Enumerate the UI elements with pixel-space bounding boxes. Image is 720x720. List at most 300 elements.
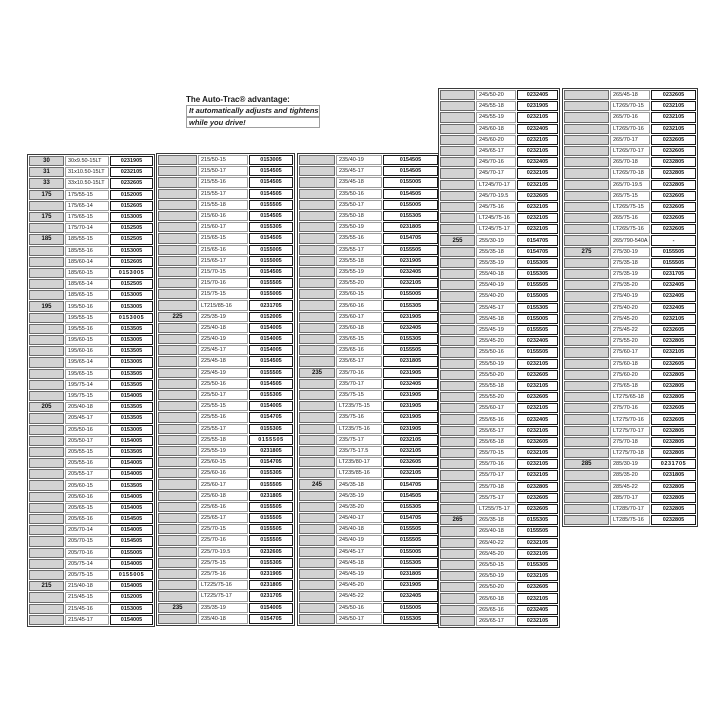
table-row xyxy=(29,492,153,502)
part-number-cell: 0232405 xyxy=(651,291,696,301)
part-number-cell: 0154505 xyxy=(110,536,153,546)
fitment-table-5 xyxy=(562,88,698,527)
part-number-cell: 0154705 xyxy=(383,233,438,243)
tire-size-cell: 265/40-22 xyxy=(476,538,516,548)
tire-size-cell: 205/65-16 xyxy=(65,514,109,524)
table-row xyxy=(29,156,153,166)
tire-size-cell: 255/65-18 xyxy=(476,437,516,447)
tire-size-cell: 30x9.50-15LT xyxy=(65,156,109,166)
tire-size-cell: 225/50-17 xyxy=(198,390,248,400)
table-row xyxy=(29,480,153,490)
tire-size-cell: 255/65-17 xyxy=(476,426,516,436)
table-row xyxy=(158,491,293,501)
table-row xyxy=(440,146,558,156)
tire-group-cell xyxy=(440,202,475,212)
tire-group-cell xyxy=(564,146,609,156)
table-row xyxy=(158,524,293,534)
part-number-cell: 0153005 xyxy=(110,335,153,345)
part-number-cell: 0155305 xyxy=(249,468,293,478)
table-row xyxy=(158,334,293,344)
part-number-cell: 0154505 xyxy=(110,514,153,524)
tire-size-cell: 215/60-16 xyxy=(198,211,248,221)
part-number-cell: 0231705 xyxy=(249,591,293,601)
part-number-cell: 0232105 xyxy=(383,468,438,478)
table-row xyxy=(299,435,438,445)
tire-group-cell xyxy=(440,370,475,380)
part-number-cell: 0232105 xyxy=(517,180,558,190)
table-row xyxy=(158,513,293,523)
tire-size-cell: LT265/75-16 xyxy=(610,224,650,234)
part-number-cell: 0153005 xyxy=(110,313,153,323)
table-row xyxy=(564,124,696,134)
tire-group-cell xyxy=(29,592,64,602)
tire-size-cell: 235/75-16 xyxy=(336,412,382,422)
tire-group-cell xyxy=(299,177,335,187)
part-number-cell: 0153005 xyxy=(110,301,153,311)
tire-group-cell xyxy=(440,112,475,122)
part-number-cell: 0152605 xyxy=(110,257,153,267)
tire-size-cell: LT265/70-17 xyxy=(610,146,650,156)
part-number-cell: 0232105 xyxy=(517,448,558,458)
tire-size-cell: 255/30-19 xyxy=(476,235,516,245)
tire-size-cell: 225/75-15 xyxy=(198,558,248,568)
tire-size-cell: 265/70-16 xyxy=(610,112,650,122)
part-number-cell: 0231905 xyxy=(110,156,153,166)
tire-group-cell xyxy=(29,436,64,446)
table-row xyxy=(29,559,153,569)
tire-size-cell: 235/35-19 xyxy=(198,603,248,613)
part-number-cell: 0154005 xyxy=(110,581,153,591)
tire-group-cell xyxy=(299,401,335,411)
part-number-cell: 0231905 xyxy=(383,390,438,400)
tire-size-cell: 245/60-20 xyxy=(476,135,516,145)
table-row xyxy=(564,470,696,480)
part-number-cell: 0232805 xyxy=(651,448,696,458)
table-row xyxy=(440,359,558,369)
tire-group-cell xyxy=(564,414,609,424)
tire-group-cell: 285 xyxy=(564,459,609,469)
tire-group-cell: 30 xyxy=(29,156,64,166)
table-row xyxy=(564,437,696,447)
tire-size-cell: 195/60-16 xyxy=(65,346,109,356)
part-number-cell: 0232105 xyxy=(651,347,696,357)
tire-group-cell xyxy=(158,580,197,590)
tire-size-cell: 225/40-19 xyxy=(198,334,248,344)
tire-group-cell xyxy=(29,458,64,468)
table-row xyxy=(158,189,293,199)
table-row xyxy=(158,547,293,557)
part-number-cell: 0231905 xyxy=(383,424,438,434)
table-row xyxy=(440,616,558,626)
table-row xyxy=(158,267,293,277)
part-number-cell: 0152505 xyxy=(110,279,153,289)
tire-group-cell xyxy=(440,504,475,514)
tire-size-cell: 245/50-17 xyxy=(336,614,382,624)
part-number-cell: - xyxy=(651,235,696,245)
tire-group-cell xyxy=(564,90,609,100)
tire-size-cell: 235/50-19 xyxy=(336,222,382,232)
table-row xyxy=(299,603,438,613)
table-row xyxy=(158,603,293,613)
part-number-cell: 0231905 xyxy=(383,401,438,411)
part-number-cell: 0232105 xyxy=(517,470,558,480)
part-number-cell: 0232605 xyxy=(651,146,696,156)
table-row xyxy=(158,424,293,434)
table-row xyxy=(564,459,696,469)
table-row xyxy=(440,135,558,145)
part-number-cell: 0155505 xyxy=(383,535,438,545)
tire-size-cell: 225/50-16 xyxy=(198,379,248,389)
table-row xyxy=(564,135,696,145)
table-row xyxy=(440,515,558,525)
tire-size-cell: 215/65-16 xyxy=(198,245,248,255)
tire-size-cell: 225/70-16 xyxy=(198,535,248,545)
tire-group-cell xyxy=(440,582,475,592)
tire-group-cell xyxy=(158,435,197,445)
tire-group-cell xyxy=(158,535,197,545)
tire-size-cell: 225/55-16 xyxy=(198,412,248,422)
part-number-cell: 0155005 xyxy=(249,256,293,266)
table-row xyxy=(564,370,696,380)
tire-group-cell xyxy=(158,379,197,389)
tire-size-cell: 225/60-16 xyxy=(198,468,248,478)
tire-size-cell: 205/70-15 xyxy=(65,536,109,546)
tire-size-cell: 235/60-15 xyxy=(336,289,382,299)
part-number-cell: 0154005 xyxy=(110,559,153,569)
table-row xyxy=(440,470,558,480)
tire-group-cell xyxy=(158,323,197,333)
part-number-cell: 0154505 xyxy=(249,177,293,187)
tire-group-cell: 175 xyxy=(29,190,64,200)
tire-size-cell: 265/70-18 xyxy=(610,157,650,167)
table-row xyxy=(299,323,438,333)
tire-size-cell: 225/55-15 xyxy=(198,401,248,411)
table-row xyxy=(564,303,696,313)
tire-size-cell: 255/75-17 xyxy=(476,493,516,503)
part-number-cell: 0152505 xyxy=(110,234,153,244)
tire-group-cell xyxy=(29,391,64,401)
part-number-cell: 0153005 xyxy=(110,604,153,614)
part-number-cell: 0154705 xyxy=(383,513,438,523)
tire-group-cell xyxy=(29,480,64,490)
tire-size-cell: 205/75-14 xyxy=(65,559,109,569)
tire-group-cell xyxy=(440,224,475,234)
part-number-cell: 0232805 xyxy=(651,370,696,380)
table-row xyxy=(440,112,558,122)
tire-group-cell xyxy=(299,435,335,445)
tire-size-cell: 275/35-20 xyxy=(610,280,650,290)
part-number-cell: 0155505 xyxy=(383,345,438,355)
tire-group-cell xyxy=(440,359,475,369)
tire-group-cell xyxy=(158,468,197,478)
tire-size-cell: 245/45-19 xyxy=(336,569,382,579)
tire-size-cell: 235/70-17 xyxy=(336,379,382,389)
tire-size-cell: 255/40-20 xyxy=(476,291,516,301)
tire-group-cell xyxy=(299,390,335,400)
tire-size-cell: 215/50-17 xyxy=(198,166,248,176)
part-number-cell: 0231805 xyxy=(249,580,293,590)
part-number-cell: 0232105 xyxy=(517,202,558,212)
table-row xyxy=(158,155,293,165)
table-row xyxy=(564,336,696,346)
part-number-cell: 0232805 xyxy=(651,493,696,503)
tire-group-cell xyxy=(29,223,64,233)
part-number-cell: 0232805 xyxy=(651,437,696,447)
table-row xyxy=(299,569,438,579)
table-row xyxy=(299,535,438,545)
tire-size-cell: 215/45-16 xyxy=(65,604,109,614)
table-row xyxy=(29,357,153,367)
tire-group-cell xyxy=(29,369,64,379)
table-row xyxy=(440,593,558,603)
advantage-subtitle-line2: while you drive! xyxy=(186,117,320,129)
part-number-cell: 0232605 xyxy=(517,191,558,201)
fitment-table-3 xyxy=(297,153,440,626)
tire-group-cell xyxy=(299,424,335,434)
part-number-cell: 0232805 xyxy=(651,180,696,190)
tire-group-cell xyxy=(158,289,197,299)
part-number-cell: 0231905 xyxy=(383,312,438,322)
tire-group-cell xyxy=(158,547,197,557)
tire-group-cell xyxy=(29,615,64,625)
table-row xyxy=(564,426,696,436)
part-number-cell: 0232605 xyxy=(651,414,696,424)
table-row xyxy=(564,280,696,290)
tire-size-cell: 265/50-15 xyxy=(476,560,516,570)
table-row xyxy=(440,336,558,346)
tire-size-cell: 255/55-20 xyxy=(476,392,516,402)
tire-group-cell xyxy=(158,502,197,512)
table-row xyxy=(158,323,293,333)
part-number-cell: 0154005 xyxy=(110,525,153,535)
table-row xyxy=(158,312,293,322)
part-number-cell: 0155505 xyxy=(249,368,293,378)
tire-group-cell: 235 xyxy=(299,368,335,378)
table-row xyxy=(29,425,153,435)
tire-group-cell xyxy=(299,222,335,232)
tire-size-cell: 275/70-16 xyxy=(610,403,650,413)
tire-size-cell: 255/70-17 xyxy=(476,470,516,480)
table-row xyxy=(299,580,438,590)
table-row xyxy=(29,190,153,200)
tire-size-cell: 255/70-15 xyxy=(476,448,516,458)
table-row xyxy=(440,90,558,100)
tire-group-cell xyxy=(29,357,64,367)
tire-size-cell: 245/70-17 xyxy=(476,168,516,178)
table-row xyxy=(440,493,558,503)
tire-size-cell: 195/55-15 xyxy=(65,313,109,323)
tire-size-cell: 185/55-15 xyxy=(65,234,109,244)
tire-size-cell: 215/60-17 xyxy=(198,222,248,232)
table-row xyxy=(440,202,558,212)
part-number-cell: 0232405 xyxy=(517,90,558,100)
table-row xyxy=(158,591,293,601)
part-number-cell: 0232605 xyxy=(651,202,696,212)
tire-group-cell xyxy=(440,168,475,178)
table-row xyxy=(440,560,558,570)
table-row xyxy=(564,291,696,301)
tire-group-cell xyxy=(158,166,197,176)
tire-group-cell xyxy=(564,370,609,380)
part-number-cell: 0153505 xyxy=(110,369,153,379)
part-number-cell: 0155505 xyxy=(517,325,558,335)
table-row xyxy=(158,177,293,187)
table-row xyxy=(158,368,293,378)
table-row xyxy=(564,381,696,391)
tire-size-cell: LT235/85-16 xyxy=(336,468,382,478)
tire-size-cell: 215/70-15 xyxy=(198,267,248,277)
tire-group-cell xyxy=(29,268,64,278)
tire-size-cell: LT235/75-16 xyxy=(336,424,382,434)
part-number-cell: 0232105 xyxy=(517,381,558,391)
tire-group-cell xyxy=(440,101,475,111)
part-number-cell: 0155505 xyxy=(517,280,558,290)
tire-group-cell xyxy=(158,267,197,277)
tire-size-cell: 285/30-19 xyxy=(610,459,650,469)
tire-size-cell: 255/60-17 xyxy=(476,403,516,413)
part-number-cell: 0155005 xyxy=(110,548,153,558)
table-row xyxy=(564,146,696,156)
tire-group-cell xyxy=(440,124,475,134)
tire-size-cell: 185/65-15 xyxy=(65,290,109,300)
tire-group-cell: 31 xyxy=(29,167,64,177)
tire-group-cell xyxy=(158,211,197,221)
table-row xyxy=(299,412,438,422)
table-row xyxy=(564,247,696,257)
tire-group-cell xyxy=(29,257,64,267)
part-number-cell: 0232405 xyxy=(651,280,696,290)
tire-group-cell xyxy=(299,569,335,579)
tire-size-cell: 245/65-17 xyxy=(476,146,516,156)
tire-group-cell xyxy=(299,245,335,255)
part-number-cell: 0232605 xyxy=(249,547,293,557)
table-row xyxy=(564,482,696,492)
table-row xyxy=(299,491,438,501)
tire-group-cell xyxy=(299,356,335,366)
tire-group-cell xyxy=(440,549,475,559)
part-number-cell: 0155005 xyxy=(249,289,293,299)
table-row xyxy=(440,426,558,436)
part-number-cell: 0153505 xyxy=(110,380,153,390)
part-number-cell: 0153005 xyxy=(110,357,153,367)
tire-group-cell: 185 xyxy=(29,234,64,244)
tire-size-cell: 285/35-20 xyxy=(610,470,650,480)
tire-group-cell xyxy=(29,525,64,535)
tire-group-cell xyxy=(299,524,335,534)
tire-size-cell: 245/75-16 xyxy=(476,202,516,212)
table-row xyxy=(564,112,696,122)
tire-size-cell: 235/55-16 xyxy=(336,233,382,243)
part-number-cell: 0232805 xyxy=(517,482,558,492)
table-row xyxy=(299,211,438,221)
tire-size-cell: 265/70-19.5 xyxy=(610,180,650,190)
table-row xyxy=(158,435,293,445)
tire-size-cell: 205/50-16 xyxy=(65,425,109,435)
table-row xyxy=(158,390,293,400)
tire-size-cell: LT265/70-18 xyxy=(610,168,650,178)
part-number-cell: 0154005 xyxy=(249,323,293,333)
tire-group-cell xyxy=(564,269,609,279)
tire-size-cell: 255/70-16 xyxy=(476,459,516,469)
table-row xyxy=(158,256,293,266)
tire-group-cell xyxy=(564,482,609,492)
table-row xyxy=(440,280,558,290)
table-row xyxy=(299,524,438,534)
tire-group-cell xyxy=(564,157,609,167)
part-number-cell: 0232105 xyxy=(651,112,696,122)
table-row xyxy=(299,289,438,299)
table-row xyxy=(29,279,153,289)
part-number-cell: 0152505 xyxy=(110,223,153,233)
tire-size-cell: 215/55-18 xyxy=(198,200,248,210)
tire-group-cell xyxy=(158,524,197,534)
tire-size-cell: 255/40-18 xyxy=(476,269,516,279)
tire-size-cell: 185/55-16 xyxy=(65,246,109,256)
tire-group-cell xyxy=(564,515,609,525)
table-row xyxy=(440,538,558,548)
part-number-cell: 0232805 xyxy=(651,515,696,525)
tire-size-cell: 205/55-17 xyxy=(65,469,109,479)
part-number-cell: 0231805 xyxy=(249,446,293,456)
table-row xyxy=(564,325,696,335)
tire-size-cell: 245/45-22 xyxy=(336,591,382,601)
part-number-cell: 0232105 xyxy=(517,538,558,548)
table-row xyxy=(29,615,153,625)
tire-size-cell: LT265/70-15 xyxy=(610,101,650,111)
tire-group-cell xyxy=(299,412,335,422)
table-row xyxy=(299,424,438,434)
part-number-cell: 0154505 xyxy=(249,267,293,277)
tire-size-cell: 215/65-15 xyxy=(198,233,248,243)
tire-group-cell xyxy=(29,548,64,558)
table-row xyxy=(29,223,153,233)
tire-size-cell: 205/60-15 xyxy=(65,480,109,490)
tire-group-cell: 205 xyxy=(29,402,64,412)
tire-group-cell xyxy=(440,414,475,424)
table-row xyxy=(29,246,153,256)
table-row xyxy=(440,325,558,335)
table-row xyxy=(440,269,558,279)
tire-size-cell: 225/55-18 xyxy=(198,435,248,445)
table-row xyxy=(158,278,293,288)
part-number-cell: 0153005 xyxy=(110,290,153,300)
table-row xyxy=(158,479,293,489)
tire-group-cell xyxy=(564,470,609,480)
tire-size-cell: 235/40-18 xyxy=(198,614,248,624)
tire-group-cell xyxy=(299,603,335,613)
tire-group-cell xyxy=(29,425,64,435)
table-row xyxy=(299,547,438,557)
part-number-cell: 0155505 xyxy=(249,278,293,288)
part-number-cell: 0152005 xyxy=(110,190,153,200)
tire-group-cell xyxy=(299,491,335,501)
tire-group-cell xyxy=(299,468,335,478)
table-row xyxy=(158,580,293,590)
part-number-cell: 0232605 xyxy=(517,493,558,503)
tire-group-cell xyxy=(564,213,609,223)
part-number-cell: 0154005 xyxy=(249,345,293,355)
tire-size-cell: 245/35-19 xyxy=(336,491,382,501)
table-row xyxy=(440,582,558,592)
table-row xyxy=(440,437,558,447)
table-row xyxy=(440,392,558,402)
tire-size-cell: 225/35-19 xyxy=(198,312,248,322)
tire-size-cell: 205/70-14 xyxy=(65,525,109,535)
tire-size-cell: 175/65-15 xyxy=(65,212,109,222)
tire-group-cell xyxy=(299,155,335,165)
table-row xyxy=(299,245,438,255)
tire-size-cell: 255/50-20 xyxy=(476,370,516,380)
